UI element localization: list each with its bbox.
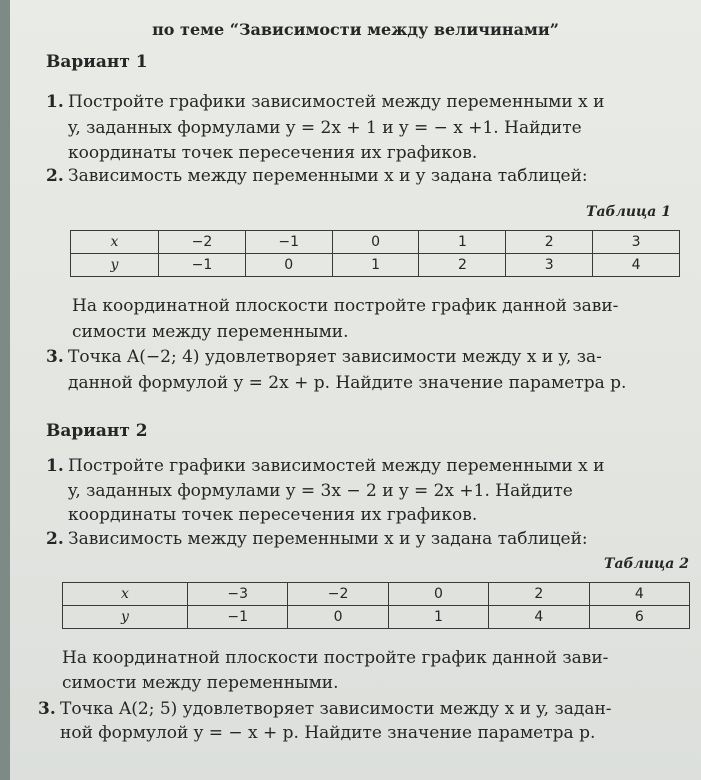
table-2: [62, 582, 690, 629]
table-1-y-row: [71, 254, 680, 277]
v2-task2-line: Зависимость между переменными x и y задана таблицей:: [68, 529, 588, 549]
v1-task1-line3: координаты точек пересечения их графиков.: [68, 143, 478, 163]
table-2-x-label: x: [63, 583, 188, 606]
table-2-x-cell: 0: [388, 583, 488, 606]
v2-task3-line2: ной формулой y = − x + p. Найдите значение параметра p.: [60, 723, 596, 743]
v1-task2-number: 2.: [46, 166, 64, 186]
table-2-y-cell: −1: [188, 606, 288, 629]
table-1-y-cell: 1: [332, 254, 419, 277]
table-2-y-row: [63, 606, 690, 629]
table-2-x-cell: 4: [589, 583, 689, 606]
v2-task1-line3: координаты точек пересечения их графиков.: [68, 505, 478, 525]
v2-task1-line2: y, заданных формулами y = 3x − 2 и y = 2x +1. Найдите: [68, 481, 573, 501]
v2-task2-after-line2: симости между переменными.: [62, 673, 339, 693]
worksheet-page: [10, 0, 701, 780]
variant-1-heading: Вариант 1: [46, 52, 148, 72]
table-1: [70, 230, 680, 277]
table-1-x-cell: 0: [332, 231, 419, 254]
table-2-y-cell: 6: [589, 606, 689, 629]
table-1-y-label: y: [71, 254, 159, 277]
table-1-x-row: [71, 231, 680, 254]
table-2-y-cell: 4: [489, 606, 589, 629]
v2-task2-number: 2.: [46, 529, 64, 549]
table-2-x-row: [63, 583, 690, 606]
table-2-y-cell: 0: [288, 606, 388, 629]
variant-2-heading: Вариант 2: [46, 421, 148, 441]
v2-task3-number: 3.: [38, 699, 56, 719]
v1-task2-after-line2: симости между переменными.: [72, 322, 349, 342]
v2-task1-line1: Постройте графики зависимостей между переменными x и: [68, 456, 605, 476]
v1-task3-number: 3.: [46, 347, 64, 367]
table-1-x-cell: 2: [506, 231, 593, 254]
table-1-y-cell: −1: [159, 254, 246, 277]
table-2-caption: Таблица 2: [604, 556, 689, 572]
v2-task2-after-line1: На координатной плоскости постройте график данной зави-: [62, 648, 609, 668]
page-title: по теме “Зависимости между величинами”: [152, 20, 559, 39]
v1-task1-line1: Постройте графики зависимостей между переменными x и: [68, 92, 605, 112]
v2-task3-line1: Точка A(2; 5) удовлетворяет зависимости между x и y, задан-: [60, 699, 612, 719]
v1-task3-line2: данной формулой y = 2x + p. Найдите значение параметра p.: [68, 373, 627, 393]
table-2-x-cell: −2: [288, 583, 388, 606]
v2-task1-number: 1.: [46, 456, 64, 476]
v1-task1-number: 1.: [46, 92, 64, 112]
table-2-x-cell: 2: [489, 583, 589, 606]
table-1-x-label: x: [71, 231, 159, 254]
table-1-x-cell: −2: [159, 231, 246, 254]
table-1-y-cell: 0: [245, 254, 332, 277]
table-1-caption: Таблица 1: [586, 204, 671, 220]
table-1-x-cell: 3: [593, 231, 680, 254]
table-1-y-cell: 3: [506, 254, 593, 277]
table-2-y-cell: 1: [388, 606, 488, 629]
table-1-y-cell: 4: [593, 254, 680, 277]
v1-task2-after-line1: На координатной плоскости постройте график данной зави-: [72, 296, 619, 316]
table-1-x-cell: −1: [245, 231, 332, 254]
v1-task1-line2: y, заданных формулами y = 2x + 1 и y = − x +1. Найдите: [68, 118, 582, 138]
table-1-y-cell: 2: [419, 254, 506, 277]
table-1-x-cell: 1: [419, 231, 506, 254]
table-2-y-label: y: [63, 606, 188, 629]
table-2-x-cell: −3: [188, 583, 288, 606]
v1-task2-line: Зависимость между переменными x и y задана таблицей:: [68, 166, 588, 186]
v1-task3-line1: Точка A(−2; 4) удовлетворяет зависимости между x и y, за-: [68, 347, 602, 367]
